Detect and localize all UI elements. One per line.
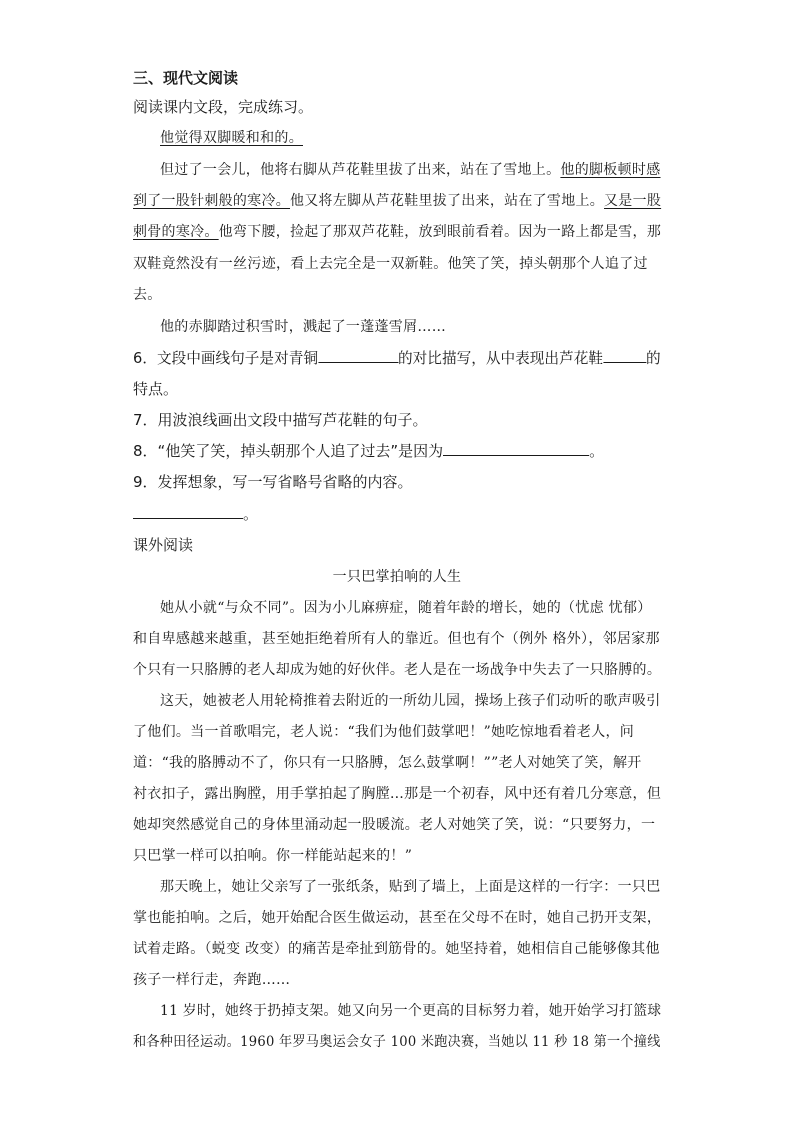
underlined-sentence: 到了一股针刺般的寒冷。 xyxy=(133,193,291,209)
answer-blank[interactable] xyxy=(603,348,646,363)
article-line: 孩子一样行走，奔跑…… xyxy=(133,972,291,988)
article-title: 一只巴掌拍响的人生 xyxy=(332,569,462,585)
question-8 xyxy=(133,441,604,461)
article-line: 那天晚上，她让父亲写了一张纸条，贴到了墙上，上面是这样的一行字：一只巴 xyxy=(160,879,661,895)
question-6 xyxy=(133,348,661,368)
answer-blank[interactable] xyxy=(133,504,243,519)
question-text: 8．“他笑了笑，掉头朝那个人追了过去”是因为 xyxy=(133,442,444,460)
question-text: 的对比描写，从中表现出芦花鞋 xyxy=(398,349,604,367)
question-text: 6．文段中画线句子是对青铜 xyxy=(133,349,318,367)
underlined-sentence: 又是一股 xyxy=(604,193,662,209)
article-line: 试着走路。（蜕变 改变）的痛苦是牵扯到筋骨的。她坚持着，她相信自己能够像其他 xyxy=(133,941,660,957)
passage-line-3 xyxy=(133,222,661,242)
question-text: 。 xyxy=(589,442,605,460)
article-line: 这天，她被老人用轮椅推着去附近的一所幼儿园，操场上孩子们动听的歌声吸引 xyxy=(160,693,661,709)
underlined-sentence: 刺骨的寒冷。 xyxy=(133,224,219,240)
underlined-sentence: 他的脚板顿时感 xyxy=(560,162,661,178)
passage-line-1 xyxy=(160,160,661,180)
answer-blank[interactable] xyxy=(443,441,589,456)
article-line: 和各种田径运动。1960 年罗马奥运会女子 100 米跑决赛，当她以 11 秒 18 第一个撞线 xyxy=(133,1034,661,1050)
passage-text: 但过了一会儿，他将右脚从芦花鞋里拔了出来，站在了雪地上。 xyxy=(160,162,561,178)
extra-reading-heading: 课外阅读 xyxy=(133,536,194,554)
article-line: 了他们。当一首歌唱完，老人说：“我们为他们鼓掌吧！”她吃惊地看着老人，问 xyxy=(133,724,635,740)
question-9: 9．发挥想象，写一写省略号省略的内容。 xyxy=(133,473,413,491)
question-9-answer xyxy=(133,504,258,524)
passage-text: 他弯下腰，捡起了那双芦花鞋，放到眼前看着。因为一路上都是雪，那 xyxy=(218,224,662,240)
passage-line-5: 去。 xyxy=(133,287,162,303)
article-line: 她却突然感觉自己的身体里涌动起一股暖流。老人对她笑了笑，说：“只要努力，一 xyxy=(133,817,656,833)
reading-instruction: 阅读课内文段，完成练习。 xyxy=(133,98,314,116)
article-line: 掌也能拍响。之后，她开始配合医生做运动，甚至在父母不在时，她自己扔开支架， xyxy=(133,910,662,926)
section-heading: 三、现代文阅读 xyxy=(133,69,239,87)
question-7: 7．用波浪线画出文段中描写芦花鞋的句子。 xyxy=(133,411,428,429)
passage-line-2 xyxy=(133,191,661,211)
underlined-sentence: 他觉得双脚暖和和的。 xyxy=(160,130,303,146)
article-line: 只巴掌一样可以拍响。你一样能站起来的！” xyxy=(133,848,413,864)
article-line: 个只有一只胳膊的老人却成为她的好伙伴。老人是在一场战争中失去了一只胳膊的。 xyxy=(133,662,662,678)
question-text: 。 xyxy=(243,505,259,523)
article-line: 道：“我的胳膊动不了，你只有一只胳膊，怎么鼓掌啊！””老人对她笑了笑，解开 xyxy=(133,755,642,771)
passage-line-0 xyxy=(160,128,303,148)
answer-blank[interactable] xyxy=(318,348,398,363)
passage-line-6: 他的赤脚踏过积雪时，溅起了一蓬蓬雪屑…… xyxy=(160,319,446,335)
article-line: 11 岁时，她终于扔掉支架。她又向另一个更高的目标努力着，她开始学习打篮球 xyxy=(160,1003,662,1019)
article-line: 衬衣扣子，露出胸膛，用手掌拍起了胸膛…那是一个初春，风中还有着几分寒意，但 xyxy=(133,786,662,802)
question-6-cont: 特点。 xyxy=(133,380,179,398)
passage-line-4: 双鞋竟然没有一丝污迹，看上去完全是一双新鞋。他笑了笑，掉头朝那个人追了过 xyxy=(133,256,648,272)
question-text: 的 xyxy=(645,349,661,367)
passage-text: 他又将左脚从芦花鞋里拔了出来，站在了雪地上。 xyxy=(290,193,605,209)
article-line: 她从小就“与众不同”。因为小儿麻痹症，随着年龄的增长，她的（忧虑 忧郁） xyxy=(160,600,652,616)
article-line: 和自卑感越来越重，甚至她拒绝着所有人的靠近。但也有个（例外 格外），邻居家那 xyxy=(133,631,660,647)
